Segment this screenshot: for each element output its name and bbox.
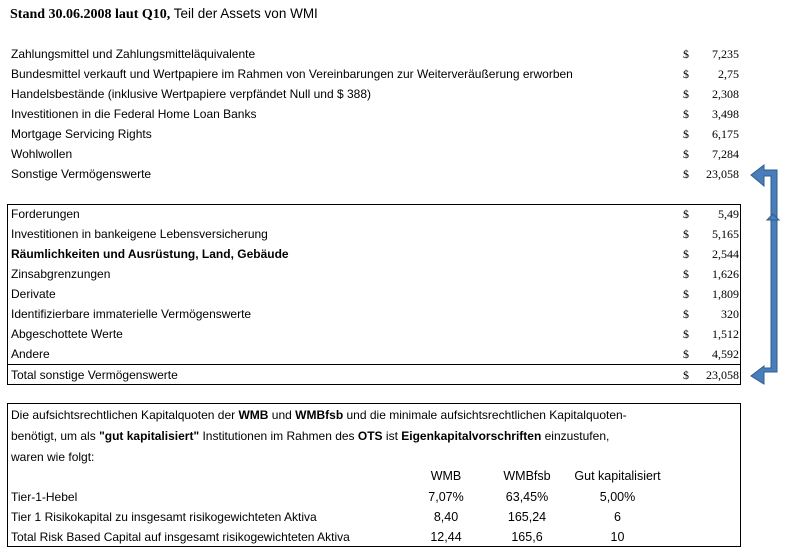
ratio-row [0,488,787,508]
bracket-arrow-shape [751,165,777,384]
capital-intro-line-3: waren wie folgt: [11,450,95,464]
asset-value: 2,308 [712,87,739,101]
currency-symbol: $ [683,227,689,241]
ratio-row [0,528,787,548]
asset-value: 3,498 [712,107,739,121]
column-header-gut-kapitalisiert: Gut kapitalisiert [574,469,661,483]
breakdown-label: Andere [11,347,50,361]
currency-symbol: $ [683,307,689,321]
ratio-wmb: 8,40 [433,510,459,524]
capital-intro-line-1 [11,408,627,422]
text-fragment: und die minimale aufsichtsrechtlichen Kapitalquoten- [343,408,627,422]
ratio-label: Total Risk Based Capital auf insgesamt risikogewichteten Aktiva [11,530,350,544]
currency-symbol: $ [683,267,689,281]
text-eigenkapitalvorschriften: Eigenkapitalvorschriften [401,429,542,443]
ratio-wmb: 12,44 [430,530,462,544]
breakdown-value: 320 [721,307,739,321]
asset-label: Zahlungsmittel und Zahlungsmitteläquivalente [11,47,256,61]
text-fragment: Die aufsichtsrechtlichen Kapitalquoten der [11,408,239,422]
ratio-gut-kapitalisiert: 10 [610,530,625,544]
asset-label: Sonstige Vermögenswerte [11,167,152,181]
breakdown-label: Räumlichkeiten und Ausrüstung, Land, Gebäude [11,247,289,261]
breakdown-value: 5,165 [712,227,739,241]
currency-symbol: $ [683,167,689,181]
ratio-wmbfsb: 165,24 [507,510,547,524]
total-value: 23,058 [706,368,739,382]
asset-label: Wohlwollen [11,147,73,161]
ratio-label: Tier 1 Risikokapital zu insgesamt risikogewichteten Aktiva [11,510,317,524]
breakdown-value: 2,544 [712,247,739,261]
text-ots: OTS [357,429,383,443]
asset-value: 2,75 [718,67,739,81]
breakdown-label: Forderungen [11,207,80,221]
asset-label: Handelsbestände (inklusive Wertpapiere verpfändet Null und $ 388) [11,87,371,101]
ratio-wmbfsb: 63,45% [505,490,549,504]
title-subject: Teil der Assets von WMI [173,6,318,21]
total-label: Total sonstige Vermögenswerte [11,368,178,382]
asset-value: 7,235 [712,47,739,61]
currency-symbol: $ [683,327,689,341]
ratio-gut-kapitalisiert: 5,00% [599,490,636,504]
asset-value: 7,284 [712,147,739,161]
currency-symbol: $ [683,107,689,121]
breakdown-label: Zinsabgrenzungen [11,267,111,281]
currency-symbol: $ [683,147,689,161]
breakdown-label: Identifizierbare immaterielle Vermögenswerte [11,307,252,321]
text-gut-kapitalisiert: "gut kapitalisiert" [99,429,200,443]
currency-symbol: $ [683,287,689,301]
breakdown-value: 1,512 [712,327,739,341]
breakdown-label: Derivate [11,287,56,301]
breakdown-label: Investitionen in bankeigene Lebensversicherung [11,227,268,241]
asset-value: 6,175 [712,127,739,141]
currency-symbol: $ [683,47,689,61]
asset-label: Investitionen in die Federal Home Loan Banks [11,107,257,121]
currency-symbol: $ [683,67,689,81]
currency-symbol: $ [683,247,689,261]
breakdown-value: 4,592 [712,347,739,361]
asset-value: 23,058 [706,167,739,181]
breakdown-value: 5,49 [718,207,739,221]
breakdown-value: 1,809 [712,287,739,301]
currency-symbol: $ [683,347,689,361]
column-header-wmbfsb: WMBfsb [503,469,551,483]
text-fragment: ist [382,429,402,443]
text-wmbfsb: WMBfsb [295,408,344,422]
asset-label: Mortgage Servicing Rights [11,127,152,141]
breakdown-value: 1,626 [712,267,739,281]
currency-symbol: $ [683,368,689,382]
column-header-wmb: WMB [430,469,462,483]
text-wmb: WMB [238,408,269,422]
title-date: Stand 30.06.2008 laut Q10, [10,7,171,22]
asset-label: Bundesmittel verkauft und Wertpapiere im Rahmen von Vereinbarungen zur Weiterveräußerung erworben [11,67,573,81]
text-fragment: einzustufen, [541,429,610,443]
breakdown-label: Abgeschottete Werte [11,327,123,341]
ratio-gut-kapitalisiert: 6 [614,510,621,524]
ratio-row [0,508,787,528]
ratio-wmbfsb: 165,6 [511,530,543,544]
currency-symbol: $ [683,127,689,141]
currency-symbol: $ [683,207,689,221]
ratio-label: Tier-1-Hebel [11,490,78,504]
capital-intro-line-2 [11,429,609,443]
text-fragment: Institutionen im Rahmen des [199,429,358,443]
text-fragment: und [268,408,296,422]
text-fragment: benötigt, um als [11,429,100,443]
ratio-wmb: 7,07% [428,490,464,504]
currency-symbol: $ [683,87,689,101]
